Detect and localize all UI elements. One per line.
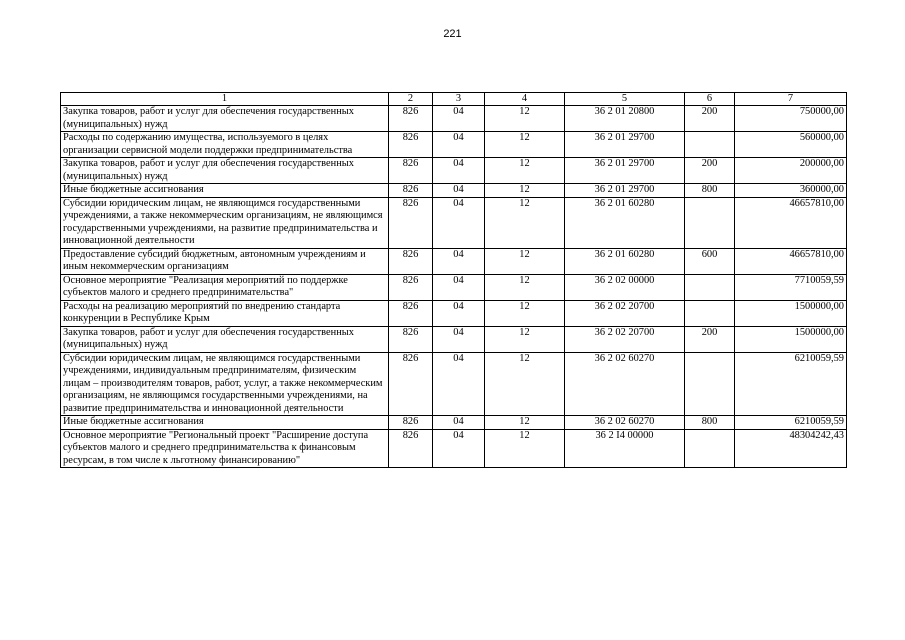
amount: 48304242,43 — [735, 429, 847, 468]
code-col5: 36 2 02 60270 — [565, 416, 685, 430]
code-col5: 36 2 02 20700 — [565, 300, 685, 326]
amount: 6210059,59 — [735, 416, 847, 430]
column-header: 4 — [485, 93, 565, 106]
code-col4: 12 — [485, 416, 565, 430]
item-name: Основное мероприятие "Реализация мероприятий по поддержке субъектов малого и среднего предпринимательства" — [61, 274, 389, 300]
code-col2: 826 — [389, 429, 433, 468]
code-col4: 12 — [485, 429, 565, 468]
code-col4: 12 — [485, 248, 565, 274]
code-col5: 36 2 01 20800 — [565, 106, 685, 132]
column-header: 3 — [433, 93, 485, 106]
code-col6 — [685, 132, 735, 158]
item-name: Субсидии юридическим лицам, не являющимся государственными учреждениями, индивидуальным предпринимателям, физическим лицам – производителям товаров, работ, услуг, а также некоммерческим организациям, не являющимся государственными учреждениями, на развитие предпринимательства и инновационной деятельности — [61, 352, 389, 416]
code-col6 — [685, 274, 735, 300]
column-header: 5 — [565, 93, 685, 106]
code-col5: 36 2 I4 00000 — [565, 429, 685, 468]
table-row — [61, 197, 847, 248]
item-name: Основное мероприятие "Региональный проект "Расширение доступа субъектов малого и среднего предпринимательства к финансовым ресурсам, в том числе к льготному финансированию" — [61, 429, 389, 468]
code-col3: 04 — [433, 184, 485, 198]
amount: 1500000,00 — [735, 300, 847, 326]
code-col5: 36 2 01 60280 — [565, 248, 685, 274]
code-col2: 826 — [389, 197, 433, 248]
code-col6: 800 — [685, 416, 735, 430]
code-col4: 12 — [485, 352, 565, 416]
code-col6: 600 — [685, 248, 735, 274]
code-col6: 800 — [685, 184, 735, 198]
code-col6 — [685, 429, 735, 468]
table-row — [61, 416, 847, 430]
amount: 560000,00 — [735, 132, 847, 158]
code-col2: 826 — [389, 184, 433, 198]
code-col6 — [685, 300, 735, 326]
item-name: Расходы по содержанию имущества, используемого в целях организации сервисной модели поддержки предпринимательства — [61, 132, 389, 158]
code-col4: 12 — [485, 326, 565, 352]
code-col3: 04 — [433, 429, 485, 468]
code-col5: 36 2 02 60270 — [565, 352, 685, 416]
code-col5: 36 2 01 29700 — [565, 184, 685, 198]
page-number: 221 — [443, 28, 462, 40]
code-col3: 04 — [433, 158, 485, 184]
code-col2: 826 — [389, 158, 433, 184]
item-name: Закупка товаров, работ и услуг для обеспечения государственных (муниципальных) нужд — [61, 106, 389, 132]
code-col5: 36 2 02 00000 — [565, 274, 685, 300]
amount: 1500000,00 — [735, 326, 847, 352]
code-col6: 200 — [685, 158, 735, 184]
code-col4: 12 — [485, 184, 565, 198]
code-col6 — [685, 197, 735, 248]
code-col3: 04 — [433, 106, 485, 132]
code-col5: 36 2 01 29700 — [565, 132, 685, 158]
code-col4: 12 — [485, 158, 565, 184]
table-row — [61, 429, 847, 468]
column-header: 2 — [389, 93, 433, 106]
table-row — [61, 106, 847, 132]
item-name: Расходы на реализацию мероприятий по внедрению стандарта конкуренции в Республике Крым — [61, 300, 389, 326]
code-col6 — [685, 352, 735, 416]
table-row — [61, 352, 847, 416]
table-row — [61, 326, 847, 352]
header-row — [61, 93, 847, 106]
code-col3: 04 — [433, 274, 485, 300]
code-col5: 36 2 01 29700 — [565, 158, 685, 184]
code-col2: 826 — [389, 326, 433, 352]
column-header: 6 — [685, 93, 735, 106]
table-row — [61, 158, 847, 184]
code-col3: 04 — [433, 352, 485, 416]
code-col4: 12 — [485, 300, 565, 326]
amount: 46657810,00 — [735, 248, 847, 274]
code-col3: 04 — [433, 416, 485, 430]
item-name: Закупка товаров, работ и услуг для обеспечения государственных (муниципальных) нужд — [61, 158, 389, 184]
code-col3: 04 — [433, 132, 485, 158]
table-row — [61, 132, 847, 158]
item-name: Предоставление субсидий бюджетным, автономным учреждениям и иным некоммерческим организациям — [61, 248, 389, 274]
code-col2: 826 — [389, 274, 433, 300]
code-col2: 826 — [389, 300, 433, 326]
amount: 360000,00 — [735, 184, 847, 198]
code-col2: 826 — [389, 352, 433, 416]
code-col5: 36 2 01 60280 — [565, 197, 685, 248]
code-col3: 04 — [433, 197, 485, 248]
code-col3: 04 — [433, 300, 485, 326]
code-col6: 200 — [685, 106, 735, 132]
column-header: 1 — [61, 93, 389, 106]
table-row — [61, 274, 847, 300]
code-col2: 826 — [389, 248, 433, 274]
item-name: Иные бюджетные ассигнования — [61, 416, 389, 430]
item-name: Субсидии юридическим лицам, не являющимся государственными учреждениями, а также некоммерческим организациям, не являющимся государственными учреждениями, на развитие предпринимательства и инновационной деятельности — [61, 197, 389, 248]
table-row — [61, 300, 847, 326]
code-col4: 12 — [485, 132, 565, 158]
amount: 6210059,59 — [735, 352, 847, 416]
column-header: 7 — [735, 93, 847, 106]
amount: 200000,00 — [735, 158, 847, 184]
table-row — [61, 184, 847, 198]
code-col4: 12 — [485, 274, 565, 300]
code-col4: 12 — [485, 106, 565, 132]
table-row — [61, 248, 847, 274]
code-col3: 04 — [433, 248, 485, 274]
code-col2: 826 — [389, 106, 433, 132]
code-col2: 826 — [389, 416, 433, 430]
item-name: Иные бюджетные ассигнования — [61, 184, 389, 198]
amount: 46657810,00 — [735, 197, 847, 248]
code-col6: 200 — [685, 326, 735, 352]
code-col3: 04 — [433, 326, 485, 352]
amount: 750000,00 — [735, 106, 847, 132]
code-col2: 826 — [389, 132, 433, 158]
code-col5: 36 2 02 20700 — [565, 326, 685, 352]
amount: 7710059,59 — [735, 274, 847, 300]
item-name: Закупка товаров, работ и услуг для обеспечения государственных (муниципальных) нужд — [61, 326, 389, 352]
budget-table — [60, 92, 847, 468]
code-col4: 12 — [485, 197, 565, 248]
